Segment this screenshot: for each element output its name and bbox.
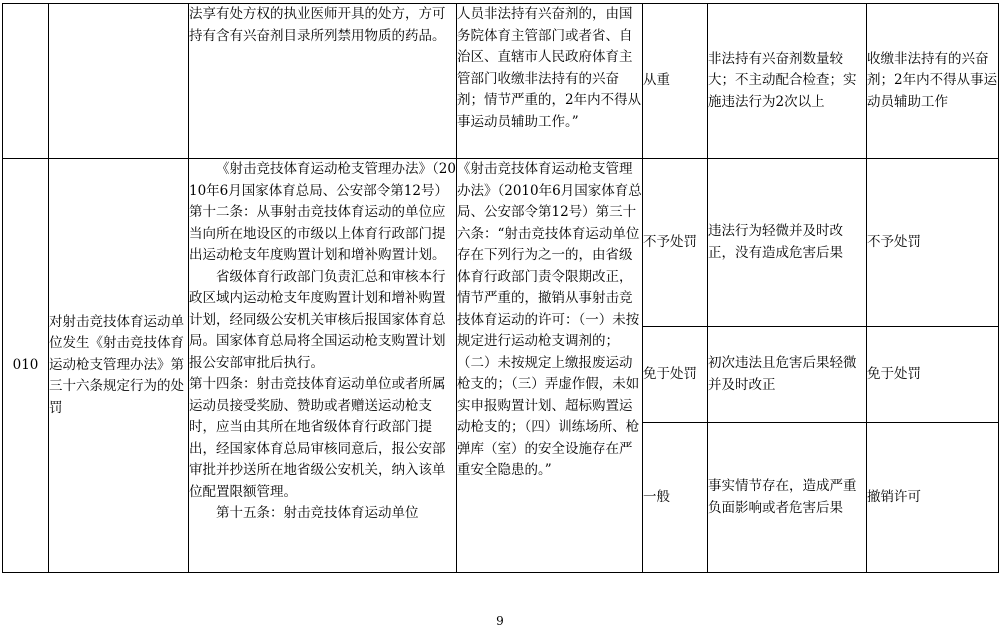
level-cell bbox=[643, 423, 708, 573]
seq-cell-empty bbox=[3, 4, 49, 159]
penalty-text: 免于处罚 bbox=[867, 365, 921, 382]
seq-cell bbox=[3, 159, 49, 573]
condition-cell bbox=[708, 423, 867, 573]
penalty-text: 不予处罚 bbox=[867, 233, 921, 250]
condition-text: 非法持有兴奋剂数量较大；不主动配合检查；实施违法行为2次以上 bbox=[708, 50, 857, 110]
basis-paragraph: 《射击竞技体育运动枪支管理办法》（2010年6月国家体育总局、公安部令第12号）第十二条：从事射击竞技体育运动的单位应当向所在地设区的市级以上体育行政部门提出运动枪支年度购置计划和增补购置计划。 bbox=[189, 161, 456, 263]
basis-paragraph: 第十四条：射击竞技体育运动单位或者所属运动员接受奖励、赞助或者赠送运动枪支时，应当由其所在地省级体育行政部门提出，经国家体育总局审核同意后，报公安部审批并抄送所在地省级公安机关，纳入该单位配置限额管理。 bbox=[189, 376, 446, 500]
condition-text: 违法行为轻微并及时改正，没有造成危害后果 bbox=[708, 223, 843, 261]
level-text: 不予处罚 bbox=[643, 233, 697, 250]
table-row bbox=[3, 4, 999, 159]
condition-cell bbox=[708, 159, 867, 327]
basis-cell bbox=[189, 4, 457, 159]
basis-text: 法享有处方权的执业医师开具的处方，方可持有含有兴奋剂目录所列禁用物质的药品。 bbox=[189, 6, 446, 44]
condition-text: 初次违法且危害后果轻微并及时改正 bbox=[708, 355, 857, 393]
condition-cell bbox=[708, 327, 867, 423]
level-cell bbox=[643, 159, 708, 327]
matter-cell bbox=[49, 159, 189, 573]
penalty-basis-text: 《射击竞技体育运动枪支管理办法》（2010年6月国家体育总局、公安部令第12号）第三十六条：“射击竞技体育运动单位存在下列行为之一的，由省级体育行政部门责令限期改正，情节严重的，撤销从事射击竞技体育运动的许可：（一）未按规定进行运动枪支调剂的；（二）未按规定上缴报废运动枪支的；（三）弄虚作假，未如实申报购置计划、超标购置运动枪支的；（四）训练场所、枪弹库（室）的安全设施存在严重安全隐患的。” bbox=[457, 161, 642, 478]
penalty-basis-cell bbox=[457, 4, 643, 159]
condition-text: 事实情节存在，造成严重负面影响或者危害后果 bbox=[708, 478, 857, 516]
matter-cell-empty bbox=[49, 4, 189, 159]
basis-paragraph: 省级体育行政部门负责汇总和审核本行政区域内运动枪支年度购置计划和增补购置计划，经同级公安机关审核后报国家体育总局。国家体育总局将全国运动枪支购置计划报公安部审批后执行。 bbox=[189, 268, 446, 371]
condition-cell bbox=[708, 4, 867, 159]
level-text: 一般 bbox=[643, 488, 670, 505]
seq-number: 010 bbox=[12, 356, 39, 373]
penalty-basis-cell bbox=[457, 159, 643, 573]
penalty-cell bbox=[867, 159, 999, 327]
level-cell bbox=[643, 4, 708, 159]
penalty-cell bbox=[867, 423, 999, 573]
level-text: 免于处罚 bbox=[643, 365, 697, 382]
basis-paragraph: 第十五条：射击竞技体育运动单位 bbox=[216, 505, 419, 521]
table-row bbox=[3, 159, 999, 327]
basis-cell bbox=[189, 159, 457, 573]
page-number: 9 bbox=[496, 614, 504, 628]
matter-text: 对射击竞技体育运动单位发生《射击竞技体育运动枪支管理办法》第三十六条规定行为的处罚 bbox=[49, 313, 184, 416]
level-text: 从重 bbox=[643, 72, 670, 89]
penalty-cell bbox=[867, 327, 999, 423]
penalty-basis-text: 人员非法持有兴奋剂的，由国务院体育主管部门或者省、自治区、直辖市人民政府体育主管部门收缴非法持有的兴奋剂；情节严重的，2年内不得从事运动员辅助工作。” bbox=[457, 6, 642, 130]
penalty-cell bbox=[867, 4, 999, 159]
level-cell bbox=[643, 327, 708, 423]
penalty-text: 撤销许可 bbox=[867, 488, 921, 505]
penalty-text: 收缴非法持有的兴奋剂；2年内不得从事运动员辅助工作 bbox=[867, 50, 998, 110]
penalty-standards-table bbox=[2, 3, 999, 573]
